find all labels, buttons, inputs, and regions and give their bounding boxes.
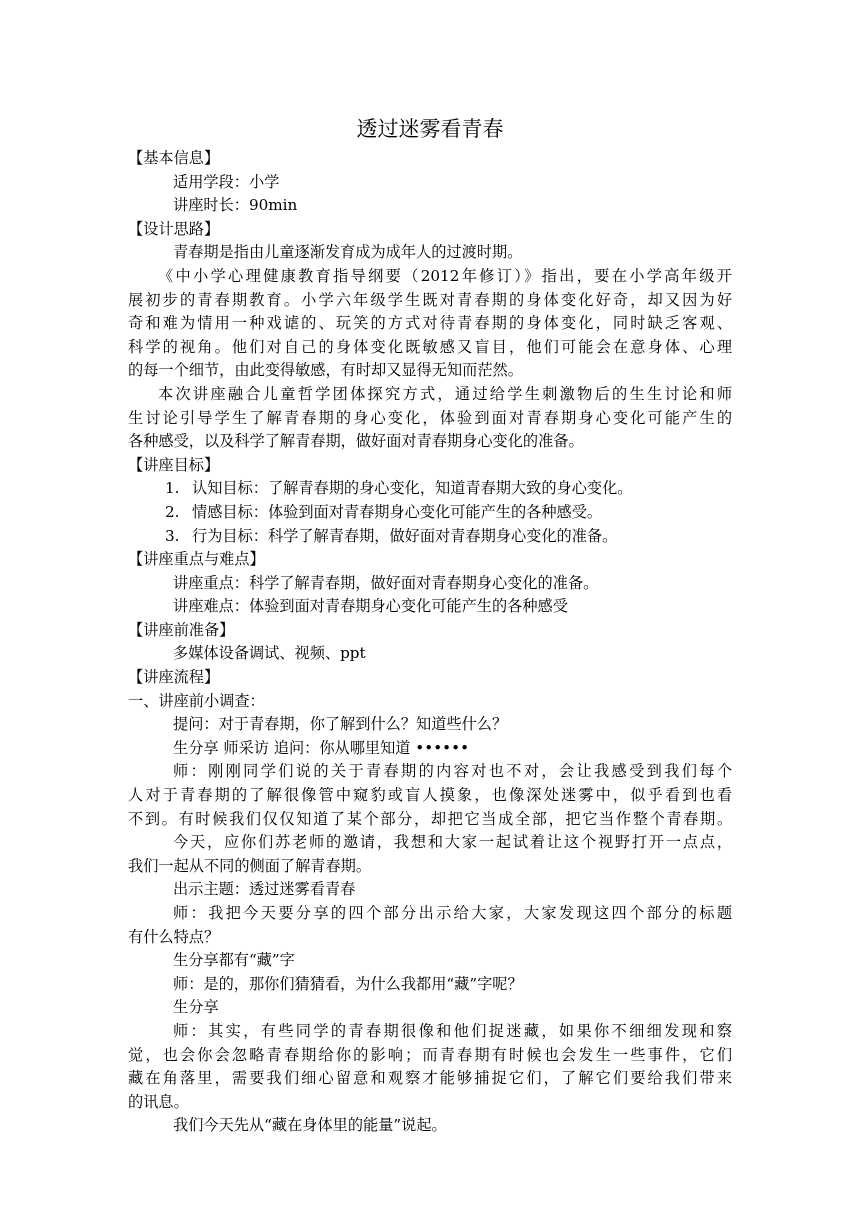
section-heading (128, 666, 732, 690)
paragraph-line (128, 1020, 732, 1044)
paragraph-line (128, 1067, 732, 1091)
paragraph-line (128, 996, 732, 1020)
line-text: 出示主题：透过迷雾看青春 (173, 880, 356, 899)
line-text: 觉，也会你会忽略青春期给你的影响；而青春期有时候也会发生一些事件，它们 (128, 1045, 732, 1064)
line-text: 青春期是指由儿童逐渐发育成为成年人的过渡时期。 (173, 243, 523, 262)
paragraph-line (128, 926, 732, 950)
line-text: 讲座时长：90min (173, 196, 298, 215)
list-number: 3. (165, 526, 180, 545)
paragraph-line (128, 194, 732, 218)
paragraph-line (128, 713, 732, 737)
line-text: 师：刚刚同学们说的关于青春期的内容对也不对，会让我感受到我们每个 (173, 762, 732, 781)
document-body (128, 147, 732, 1138)
paragraph-line (128, 312, 732, 336)
paragraph-line (128, 1091, 732, 1115)
list-number: 2. (165, 502, 180, 521)
line-text: 一、讲座前小调查： (128, 691, 265, 710)
paragraph-line (128, 595, 732, 619)
paragraph-line (128, 572, 732, 596)
paragraph-line (128, 336, 732, 360)
line-text: 【讲座流程】 (128, 668, 220, 687)
paragraph-line (128, 265, 732, 289)
line-text: 的讯息。 (128, 1092, 189, 1111)
paragraph-line (128, 737, 732, 761)
paragraph-line (128, 831, 732, 855)
line-text: 我们一起从不同的侧面了解青春期。 (128, 856, 371, 875)
section-heading (128, 619, 732, 643)
line-text: 科学的视角。他们对自己的身体变化既敏感又盲目，他们可能会在意身体、心理 (128, 337, 732, 356)
list-item (128, 501, 732, 525)
document-title: 透过迷雾看青春 (356, 117, 504, 141)
line-text: 行为目标：科学了解青春期，做好面对青春期身心变化的准备。 (192, 526, 618, 545)
paragraph-line (128, 383, 732, 407)
line-text: 不到。有时候我们仅仅知道了某个部分，却把它当成全部，把它当作整个青春期。 (128, 809, 732, 828)
line-text: 生分享 师采访 追问：你从哪里知道 •••••• (173, 738, 470, 757)
list-item (128, 477, 732, 501)
paragraph-line (128, 808, 732, 832)
line-text: 生分享 (173, 998, 219, 1017)
line-text: 奇和难为情用一种戏谑的、玩笑的方式对待青春期的身体变化，同时缺乏客观、 (128, 314, 732, 333)
line-text: 我们今天先从“藏在身体里的能量”说起。 (173, 1116, 447, 1135)
section-heading (128, 454, 732, 478)
paragraph-line (128, 289, 732, 313)
line-text: 情感目标：体验到面对青春期身心变化可能产生的各种感受。 (192, 502, 603, 521)
paragraph-line (128, 1044, 732, 1068)
paragraph-line (128, 973, 732, 997)
section-heading (128, 147, 732, 171)
line-text: 生讨论引导学生了解青春期的身心变化，体验到面对青春期身心变化可能产生的 (128, 408, 732, 427)
line-text: 各种感受，以及科学了解青春期，做好面对青春期身心变化的准备。 (128, 432, 584, 451)
paragraph-line (128, 359, 732, 383)
paragraph-line (128, 642, 732, 666)
section-heading (128, 548, 732, 572)
line-text: 师：其实，有些同学的青春期很像和他们捉迷藏，如果你不细细发现和察 (173, 1021, 732, 1040)
paragraph-line (128, 760, 732, 784)
line-text: 有什么特点？ (128, 927, 220, 946)
paragraph-line (128, 784, 732, 808)
line-text: 生分享都有“藏”字 (173, 951, 295, 970)
line-text: 展初步的青春期教育。小学六年级学生既对青春期的身体变化好奇，却又因为好 (128, 290, 732, 309)
line-text: 《中小学心理健康教育指导纲要（2012年修订）》指出，要在小学高年级开 (158, 266, 732, 285)
line-text: 【基本信息】 (128, 149, 220, 167)
line-text: 认知目标：了解青春期的身心变化，知道青春期大致的身心变化。 (192, 479, 633, 498)
line-text: 多媒体设备调试、视频、ppt (173, 644, 366, 663)
paragraph-line (128, 855, 732, 879)
line-text: 的每一个细节，由此变得敏感，有时却又显得无知而茫然。 (128, 361, 523, 380)
line-text: 讲座重点：科学了解青春期，做好面对青春期身心变化的准备。 (173, 573, 599, 592)
paragraph-line (128, 241, 732, 265)
paragraph-line (128, 430, 732, 454)
line-text: 适用学段：小学 (173, 172, 280, 191)
paragraph-line (128, 1114, 732, 1138)
paragraph-line (128, 878, 732, 902)
line-text: 【讲座重点与难点】 (128, 550, 265, 569)
line-text: 提问：对于青春期，你了解到什么？知道些什么？ (173, 715, 508, 734)
list-number: 1. (165, 479, 180, 498)
line-text: 【设计思路】 (128, 219, 220, 238)
line-text: 【讲座前准备】 (128, 620, 235, 639)
line-text: 讲座难点：体验到面对青春期身心变化可能产生的各种感受 (173, 597, 568, 616)
paragraph-line (128, 171, 732, 195)
paragraph-line (128, 902, 732, 926)
paragraph-line (128, 690, 732, 714)
list-item (128, 525, 732, 549)
line-text: 师：是的，那你们猜猜看，为什么我都用“藏”字呢？ (173, 974, 523, 993)
paragraph-line (128, 407, 732, 431)
line-text: 藏在角落里，需要我们细心留意和观察才能够捕捉它们，了解它们要给我们带来 (128, 1069, 732, 1088)
section-heading (128, 218, 732, 242)
line-text: 今天，应你们苏老师的邀请，我想和大家一起试着让这个视野打开一点点， (173, 833, 732, 852)
line-text: 师：我把今天要分享的四个部分出示给大家，大家发现这四个部分的标题 (173, 904, 732, 922)
line-text: 人对于青春期的了解很像管中窥豹或盲人摸象，也像深处迷雾中，似乎看到也看 (128, 786, 732, 805)
line-text: 本次讲座融合儿童哲学团体探究方式，通过给学生刺激物后的生生讨论和师 (158, 384, 732, 403)
paragraph-line (128, 949, 732, 973)
line-text: 【讲座目标】 (128, 455, 220, 474)
